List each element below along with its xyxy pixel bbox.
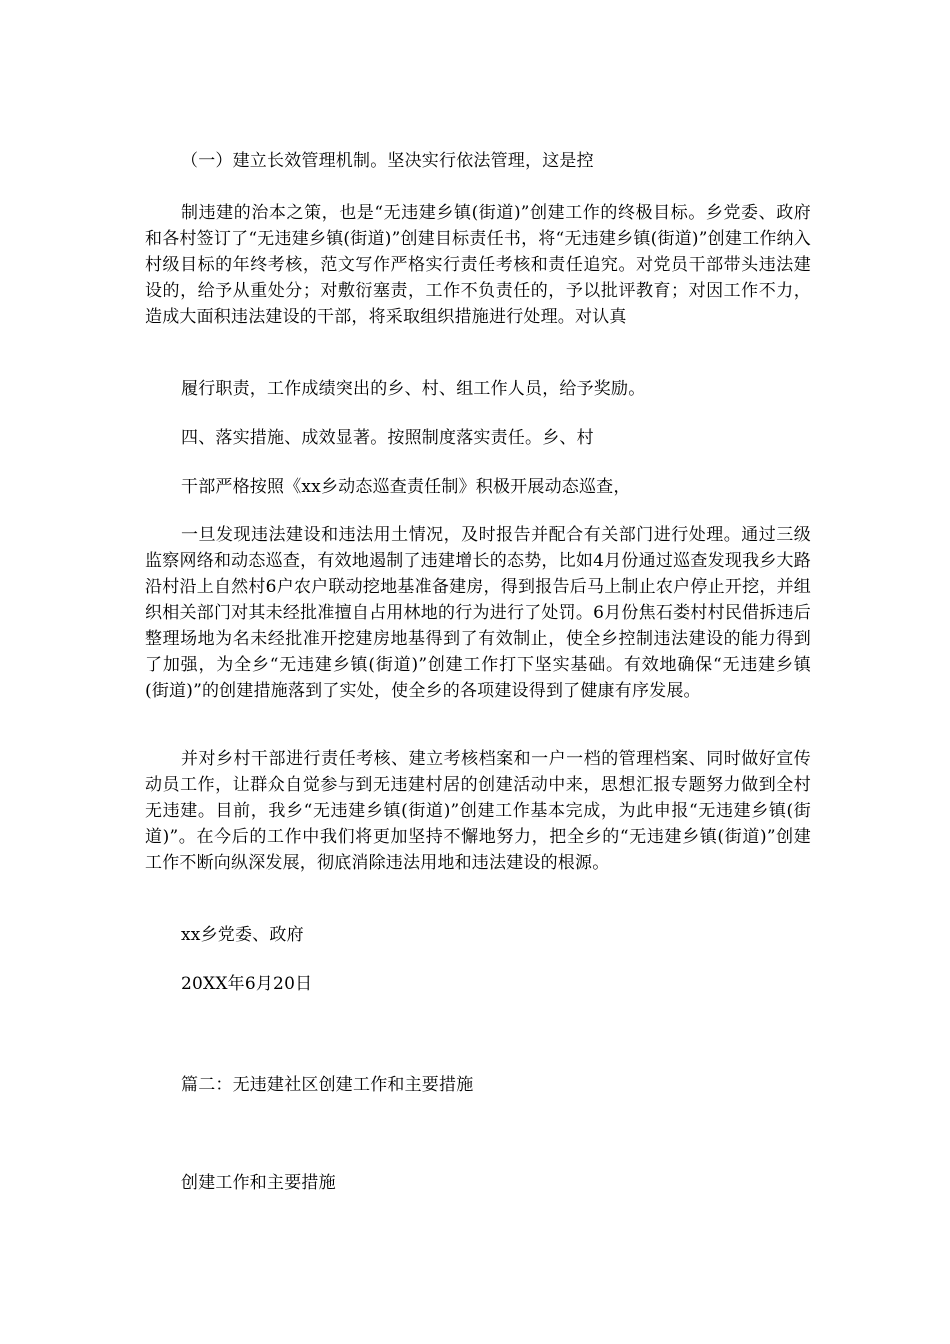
signature-line: xx乡党委、政府: [181, 925, 304, 945]
section-title: 篇二：无违建社区创建工作和主要措施: [181, 1075, 474, 1095]
date-line: 20XX年6月20日: [181, 974, 313, 994]
paragraph-heading-4: 四、落实措施、成效显著。按照制度落实责任。乡、村: [181, 428, 594, 448]
paragraph-3: 履行职责，工作成绩突出的乡、村、组工作人员，给予奖励。: [181, 379, 646, 399]
paragraph-7: 并对乡村干部进行责任考核、建立考核档案和一户一档的管理档案、同时做好宣传动员工作，让群众自觉参与到无违建村居的创建活动中来，思想汇报专题努力做到全村无违建。目前，我乡“无违建乡镇(街道)”创建工作基本完成，为此申报“无违建乡镇(街道)”。在今后的工作中我们将更加坚持不懈地努力，把全乡的“无违建乡镇(街道)”创建工作不断向纵深发展，彻底消除违法用地和违法建设的根源。: [145, 749, 811, 873]
section-subtitle: 创建工作和主要措施: [181, 1173, 336, 1193]
paragraph-2: 制违建的治本之策，也是“无违建乡镇(街道)”创建工作的终极目标。乡党委、政府和各村签订了“无违建乡镇(街道)”创建目标责任书，将“无违建乡镇(街道)”创建工作纳入村级目标的年终考核，范文写作严格实行责任考核和责任追究。对党员干部带头违法建设的，给予从重处分；对敷衍塞责，工作不负责任的，予以批评教育；对因工作不力，造成大面积违法建设的干部，将采取组织措施进行处理。对认真: [145, 203, 811, 327]
paragraph-6: 一旦发现违法建设和违法用土情况，及时报告并配合有关部门进行处理。通过三级监察网络和动态巡查，有效地遏制了违建增长的态势，比如4月份通过巡查发现我乡大路沿村沿上自然村6户农户联动挖地基准备建房，得到报告后马上制止农户停止开挖，并组织相关部门对其未经批准擅自占用林地的行为进行了处罚。6月份焦石娄村村民借拆违后整理场地为名未经批准开挖建房地基得到了有效制止，使全乡控制违法建设的能力得到了加强，为全乡“无违建乡镇(街道)”创建工作打下坚实基础。有效地确保“无违建乡镇(街道)”的创建措施落到了实处，使全乡的各项建设得到了健康有序发展。: [145, 525, 811, 701]
paragraph-heading-1: （一）建立长效管理机制。坚决实行依法管理，这是控: [181, 151, 594, 171]
paragraph-5: 干部严格按照《xx乡动态巡查责任制》积极开展动态巡查，: [181, 477, 631, 497]
